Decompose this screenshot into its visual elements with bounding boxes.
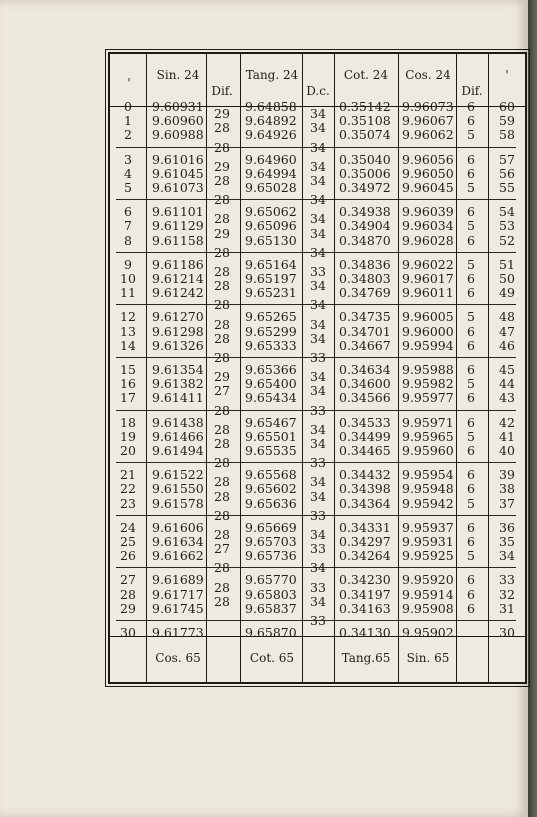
common-difference: 34 — [310, 192, 326, 208]
cos-difference: 6 — [467, 113, 475, 129]
header-dif-right: Dif. — [461, 84, 483, 98]
sin-difference: 28 — [214, 402, 230, 418]
cot-value: 0.34398 — [339, 481, 391, 497]
sin-value: 9.61662 — [152, 548, 204, 564]
cos-difference: 6 — [467, 165, 475, 181]
minute-label-right: 53 — [499, 218, 515, 234]
minute-label-right: 43 — [499, 390, 515, 406]
minute-label: 10 — [120, 271, 136, 286]
common-difference: 33 — [310, 541, 326, 557]
sin-value: 9.61745 — [152, 600, 204, 616]
cos-value: 9.96005 — [402, 309, 454, 325]
common-difference: 34 — [310, 120, 326, 136]
cot-value: 0.34465 — [339, 443, 391, 458]
cos-difference: 5 — [467, 218, 475, 234]
sin-value: 9.61298 — [152, 323, 204, 339]
cos-difference: 6 — [467, 443, 475, 458]
minute-label: 30 — [120, 625, 136, 640]
cos-value: 9.95960 — [402, 443, 454, 458]
cot-value: 0.35074 — [339, 127, 391, 143]
minute-label: 9 — [124, 256, 132, 272]
cos-value: 9.95937 — [402, 519, 454, 535]
cos-difference: 5 — [467, 548, 475, 564]
minute-label: 4 — [124, 165, 132, 181]
sin-value: 9.61242 — [152, 285, 204, 301]
cos-difference: 6 — [467, 99, 475, 114]
sin-difference: 28 — [214, 120, 230, 136]
minute-label-right: 55 — [499, 180, 515, 195]
cos-difference: 6 — [467, 414, 475, 430]
minute-label: 21 — [120, 467, 136, 483]
cos-difference: 5 — [467, 180, 475, 195]
cos-difference: 6 — [467, 481, 475, 497]
cos-value: 9.95954 — [402, 467, 454, 483]
sin-value: 9.61382 — [152, 376, 204, 392]
book-spine — [528, 0, 537, 817]
tang-value: 9.65299 — [245, 323, 297, 339]
cot-value: 0.35040 — [339, 151, 391, 167]
cot-value: 0.34600 — [339, 376, 391, 392]
cot-value: 0.34701 — [339, 323, 391, 339]
sin-value: 9.60931 — [152, 99, 204, 114]
minute-label: 11 — [120, 285, 136, 301]
sin-value: 9.61045 — [152, 165, 204, 181]
cos-difference: 6 — [467, 362, 475, 377]
cos-value: 9.95925 — [402, 548, 454, 564]
column-divider — [206, 54, 207, 682]
minute-label: 12 — [120, 309, 136, 325]
common-difference: 34 — [310, 139, 326, 155]
cos-value: 9.95994 — [402, 337, 454, 353]
cot-value: 0.34297 — [339, 534, 391, 549]
cos-value: 9.95931 — [402, 534, 454, 549]
common-difference: 33 — [310, 263, 326, 279]
tang-value: 9.65130 — [245, 232, 297, 248]
common-difference: 34 — [310, 369, 326, 385]
cot-value: 0.34836 — [339, 256, 391, 272]
cot-value: 0.34533 — [339, 414, 391, 430]
sin-value: 9.61773 — [152, 625, 204, 640]
minute-label-right: 42 — [499, 414, 515, 430]
sin-difference: 28 — [214, 526, 230, 542]
tang-value: 9.65703 — [245, 534, 297, 549]
cos-value: 9.96045 — [402, 180, 454, 195]
tang-value: 9.64926 — [245, 127, 297, 143]
tang-value: 9.65736 — [245, 548, 297, 564]
cos-difference: 6 — [467, 519, 475, 535]
cot-value: 0.34264 — [339, 548, 391, 564]
minute-label: 1 — [124, 113, 132, 129]
tang-value: 9.64960 — [245, 151, 297, 167]
minute-label: 19 — [120, 428, 136, 444]
sin-value: 9.61717 — [152, 586, 204, 602]
sin-value: 9.61634 — [152, 534, 204, 549]
cot-value: 0.34735 — [339, 309, 391, 325]
minute-label-right: 54 — [499, 204, 515, 220]
sin-difference: 28 — [214, 139, 230, 155]
minute-label-right: 38 — [499, 481, 515, 497]
cot-value: 0.35006 — [339, 165, 391, 181]
cos-value: 9.95971 — [402, 414, 454, 430]
sin-value: 9.61073 — [152, 180, 204, 195]
sin-difference: 28 — [214, 244, 230, 260]
common-difference: 34 — [310, 526, 326, 542]
sin-difference: 28 — [214, 297, 230, 313]
cot-value: 0.34163 — [339, 600, 391, 616]
header-dif: Dif. — [211, 84, 233, 98]
cot-value: 0.34499 — [339, 428, 391, 444]
cos-value: 9.96056 — [402, 151, 454, 167]
minute-label: 8 — [124, 232, 132, 248]
common-difference: 33 — [310, 455, 326, 471]
minute-label: 18 — [120, 414, 136, 430]
minute-label-right: 58 — [499, 127, 515, 143]
sin-difference: 28 — [214, 593, 230, 609]
sin-value: 9.61129 — [152, 218, 204, 234]
tang-value: 9.65602 — [245, 481, 297, 497]
sin-value: 9.61689 — [152, 572, 204, 588]
minute-label: 3 — [124, 151, 132, 167]
sin-difference: 28 — [214, 435, 230, 451]
cos-difference: 6 — [467, 586, 475, 602]
minute-label-right: 35 — [499, 534, 515, 549]
cos-value: 9.95920 — [402, 572, 454, 588]
tang-value: 9.65803 — [245, 586, 297, 602]
minute-label-right: 47 — [499, 323, 515, 339]
tang-value: 9.65434 — [245, 390, 297, 406]
sin-difference: 28 — [214, 507, 230, 523]
tang-value: 9.65636 — [245, 495, 297, 511]
sin-value: 9.61016 — [152, 151, 204, 167]
tang-value: 9.65333 — [245, 337, 297, 353]
table-footer-row — [110, 636, 525, 683]
common-difference: 34 — [310, 225, 326, 241]
cos-value: 9.96067 — [402, 113, 454, 129]
minute-label: 13 — [120, 323, 136, 339]
cos-difference: 6 — [467, 232, 475, 248]
footer-cos: Cos. 65 — [155, 651, 201, 665]
tang-value: 9.65501 — [245, 428, 297, 444]
header-cot: Cot. 24 — [343, 68, 389, 82]
minute-label-right: 50 — [499, 271, 515, 286]
cot-value: 0.35108 — [339, 113, 391, 129]
tang-value: 9.65231 — [245, 285, 297, 301]
tang-value: 9.65467 — [245, 414, 297, 430]
sin-value: 9.61522 — [152, 467, 204, 483]
cos-difference: 6 — [467, 467, 475, 483]
cos-difference: 5 — [467, 309, 475, 325]
cos-value: 9.96039 — [402, 204, 454, 220]
sin-value: 9.61101 — [152, 204, 204, 220]
cot-value: 0.34364 — [339, 495, 391, 511]
sin-difference: 27 — [214, 541, 230, 557]
cos-value: 9.95977 — [402, 390, 454, 406]
sin-value: 9.61606 — [152, 519, 204, 535]
minute-label-right: 51 — [499, 256, 515, 272]
minute-label: 27 — [120, 572, 136, 588]
cot-value: 0.34904 — [339, 218, 391, 234]
cot-value: 0.34331 — [339, 519, 391, 535]
sin-difference: 29 — [214, 225, 230, 241]
cos-difference: 5 — [467, 495, 475, 511]
cot-value: 0.34667 — [339, 337, 391, 353]
minute-label-right: 41 — [499, 428, 515, 444]
cot-value: 0.34566 — [339, 390, 391, 406]
sin-difference: 27 — [214, 383, 230, 399]
common-difference: 34 — [310, 593, 326, 609]
cot-value: 0.34938 — [339, 204, 391, 220]
common-difference: 34 — [310, 560, 326, 576]
common-difference: 34 — [310, 297, 326, 313]
tang-value: 9.64858 — [245, 99, 297, 114]
cos-value: 9.96034 — [402, 218, 454, 234]
minute-label-right: 40 — [499, 443, 515, 458]
sin-difference: 28 — [214, 455, 230, 471]
minute-label-right: 32 — [499, 586, 515, 602]
cos-difference: 6 — [467, 390, 475, 406]
tang-value: 9.65669 — [245, 519, 297, 535]
tang-value: 9.65096 — [245, 218, 297, 234]
tang-value: 9.65164 — [245, 256, 297, 272]
common-difference: 34 — [310, 488, 326, 504]
common-difference: 34 — [310, 211, 326, 227]
minute-label: 0 — [124, 99, 132, 114]
cos-value: 9.95988 — [402, 362, 454, 377]
cos-difference: 6 — [467, 572, 475, 588]
minute-label-right: 57 — [499, 151, 515, 167]
minute-label-right: 37 — [499, 495, 515, 511]
common-difference: 34 — [310, 106, 326, 122]
minute-label-right: 31 — [499, 600, 515, 616]
cot-value: 0.34432 — [339, 467, 391, 483]
sin-value: 9.61186 — [152, 256, 204, 272]
sin-difference: 28 — [214, 579, 230, 595]
tang-value: 9.65265 — [245, 309, 297, 325]
tang-value: 9.65197 — [245, 271, 297, 286]
cot-value: 0.34634 — [339, 362, 391, 377]
common-difference: 34 — [310, 435, 326, 451]
sin-value: 9.61214 — [152, 271, 204, 286]
cos-difference: 6 — [467, 204, 475, 220]
cos-value: 9.96028 — [402, 232, 454, 248]
sin-value: 9.61270 — [152, 309, 204, 325]
minute-label: 2 — [124, 127, 132, 143]
cos-value: 9.96000 — [402, 323, 454, 339]
common-difference: 34 — [310, 421, 326, 437]
common-difference: 34 — [310, 330, 326, 346]
minute-label: 26 — [120, 548, 136, 564]
cos-value: 9.96011 — [402, 285, 454, 301]
minute-label-right: 56 — [499, 165, 515, 181]
tang-value: 9.65568 — [245, 467, 297, 483]
sin-value: 9.61354 — [152, 362, 204, 377]
minute-label: 29 — [120, 600, 136, 616]
cot-value: 0.34197 — [339, 586, 391, 602]
cos-value: 9.96062 — [402, 127, 454, 143]
tang-value: 9.64892 — [245, 113, 297, 129]
cos-difference: 6 — [467, 337, 475, 353]
minute-label-right: 36 — [499, 519, 515, 535]
minute-label-right: 33 — [499, 572, 515, 588]
cos-value: 9.95982 — [402, 376, 454, 392]
common-difference: 33 — [310, 612, 326, 628]
sin-value: 9.61158 — [152, 232, 204, 248]
cos-difference: 6 — [467, 151, 475, 167]
minute-label-right: 39 — [499, 467, 515, 483]
sin-difference: 28 — [214, 211, 230, 227]
sin-value: 9.61494 — [152, 443, 204, 458]
header-tang: Tang. 24 — [245, 68, 299, 82]
minute-label-right: 30 — [499, 625, 515, 640]
cos-difference: 6 — [467, 534, 475, 549]
sin-difference: 29 — [214, 369, 230, 385]
common-difference: 34 — [310, 474, 326, 490]
minute-label-right: 44 — [499, 376, 515, 392]
sin-value: 9.61578 — [152, 495, 204, 511]
sin-difference: 28 — [214, 192, 230, 208]
sin-value: 9.60960 — [152, 113, 204, 129]
minute-label: 28 — [120, 586, 136, 602]
sin-value: 9.61326 — [152, 337, 204, 353]
sin-difference: 28 — [214, 278, 230, 294]
tang-value: 9.65400 — [245, 376, 297, 392]
minute-label-right: 49 — [499, 285, 515, 301]
cos-difference: 5 — [467, 428, 475, 444]
tang-value: 9.65770 — [245, 572, 297, 588]
cos-difference: 6 — [467, 271, 475, 286]
cos-difference: 6 — [467, 323, 475, 339]
cos-value: 9.96022 — [402, 256, 454, 272]
minute-label-right: 45 — [499, 362, 515, 377]
column-divider — [334, 54, 335, 682]
common-difference: 33 — [310, 349, 326, 365]
cot-value: 0.34230 — [339, 572, 391, 588]
footer-tang: Tang.65 — [341, 651, 391, 665]
cot-value: 0.34870 — [339, 232, 391, 248]
sin-difference: 28 — [214, 488, 230, 504]
minute-label-right: 48 — [499, 309, 515, 325]
sin-difference: 28 — [214, 172, 230, 188]
column-divider — [488, 54, 489, 682]
header-dc: D.c. — [306, 84, 330, 98]
cos-value: 9.96050 — [402, 165, 454, 181]
tang-value: 9.65062 — [245, 204, 297, 220]
common-difference: 34 — [310, 158, 326, 174]
minute-label-right: 34 — [499, 548, 515, 564]
column-divider — [302, 54, 303, 682]
cos-value: 9.95902 — [402, 625, 454, 640]
column-divider — [146, 54, 147, 682]
cos-value: 9.95965 — [402, 428, 454, 444]
common-difference: 34 — [310, 383, 326, 399]
cot-value: 0.34803 — [339, 271, 391, 286]
minute-label: 24 — [120, 519, 136, 535]
cot-value: 0.34972 — [339, 180, 391, 195]
footer-sin: Sin. 65 — [406, 651, 450, 665]
minute-label: 15 — [120, 362, 136, 377]
minute-label: 22 — [120, 481, 136, 497]
column-divider — [240, 54, 241, 682]
cos-difference: 5 — [467, 376, 475, 392]
cos-value: 9.95942 — [402, 495, 454, 511]
footer-cot: Cot. 65 — [249, 651, 295, 665]
tang-value: 9.65870 — [245, 625, 297, 640]
common-difference: 34 — [310, 244, 326, 260]
header-sin: Sin. 24 — [156, 68, 200, 82]
minute-label: 7 — [124, 218, 132, 234]
sin-value: 9.60988 — [152, 127, 204, 143]
minute-label: 6 — [124, 204, 132, 220]
sin-difference: 28 — [214, 474, 230, 490]
cos-value: 9.95914 — [402, 586, 454, 602]
common-difference: 34 — [310, 278, 326, 294]
sin-difference: 28 — [214, 421, 230, 437]
trig-table — [108, 52, 527, 684]
sin-difference: 28 — [214, 330, 230, 346]
sin-difference: 28 — [214, 349, 230, 365]
sin-difference: 28 — [214, 316, 230, 332]
minute-label: 25 — [120, 534, 136, 549]
cos-value: 9.95908 — [402, 600, 454, 616]
cot-value: 0.34130 — [339, 625, 391, 640]
sin-value: 9.61550 — [152, 481, 204, 497]
header-cos: Cos. 24 — [405, 68, 451, 82]
header-minutes: ' — [127, 76, 131, 90]
cos-difference: 6 — [467, 285, 475, 301]
minute-label-right: 46 — [499, 337, 515, 353]
sin-difference: 29 — [214, 106, 230, 122]
sin-difference: 28 — [214, 560, 230, 576]
tang-value: 9.65837 — [245, 600, 297, 616]
header-minutes-right: ' — [505, 68, 509, 82]
minute-label: 5 — [124, 180, 132, 195]
tang-value: 9.65028 — [245, 180, 297, 195]
common-difference: 34 — [310, 316, 326, 332]
sin-value: 9.61466 — [152, 428, 204, 444]
cos-difference: 5 — [467, 256, 475, 272]
sin-difference: 28 — [214, 263, 230, 279]
common-difference: 33 — [310, 402, 326, 418]
minute-label-right: 60 — [499, 99, 515, 114]
common-difference: 33 — [310, 507, 326, 523]
minute-label: 20 — [120, 443, 136, 458]
cos-difference: 5 — [467, 127, 475, 143]
minute-label-right: 52 — [499, 232, 515, 248]
minute-label: 14 — [120, 337, 136, 353]
cos-value: 9.95948 — [402, 481, 454, 497]
tang-value: 9.65535 — [245, 443, 297, 458]
sin-value: 9.61411 — [152, 390, 204, 406]
tang-value: 9.64994 — [245, 165, 297, 181]
common-difference: 33 — [310, 579, 326, 595]
cot-value: 0.35142 — [339, 99, 391, 114]
tang-value: 9.65366 — [245, 362, 297, 377]
cos-difference: 6 — [467, 600, 475, 616]
sin-difference: 29 — [214, 158, 230, 174]
cos-value: 9.96073 — [402, 99, 454, 114]
minute-label-right: 59 — [499, 113, 515, 129]
cot-value: 0.34769 — [339, 285, 391, 301]
common-difference: 34 — [310, 172, 326, 188]
column-divider — [398, 54, 399, 682]
column-divider — [456, 54, 457, 682]
minute-label: 17 — [120, 390, 136, 406]
sin-value: 9.61438 — [152, 414, 204, 430]
minute-label: 16 — [120, 376, 136, 392]
minute-label: 23 — [120, 495, 136, 511]
cos-value: 9.96017 — [402, 271, 454, 286]
